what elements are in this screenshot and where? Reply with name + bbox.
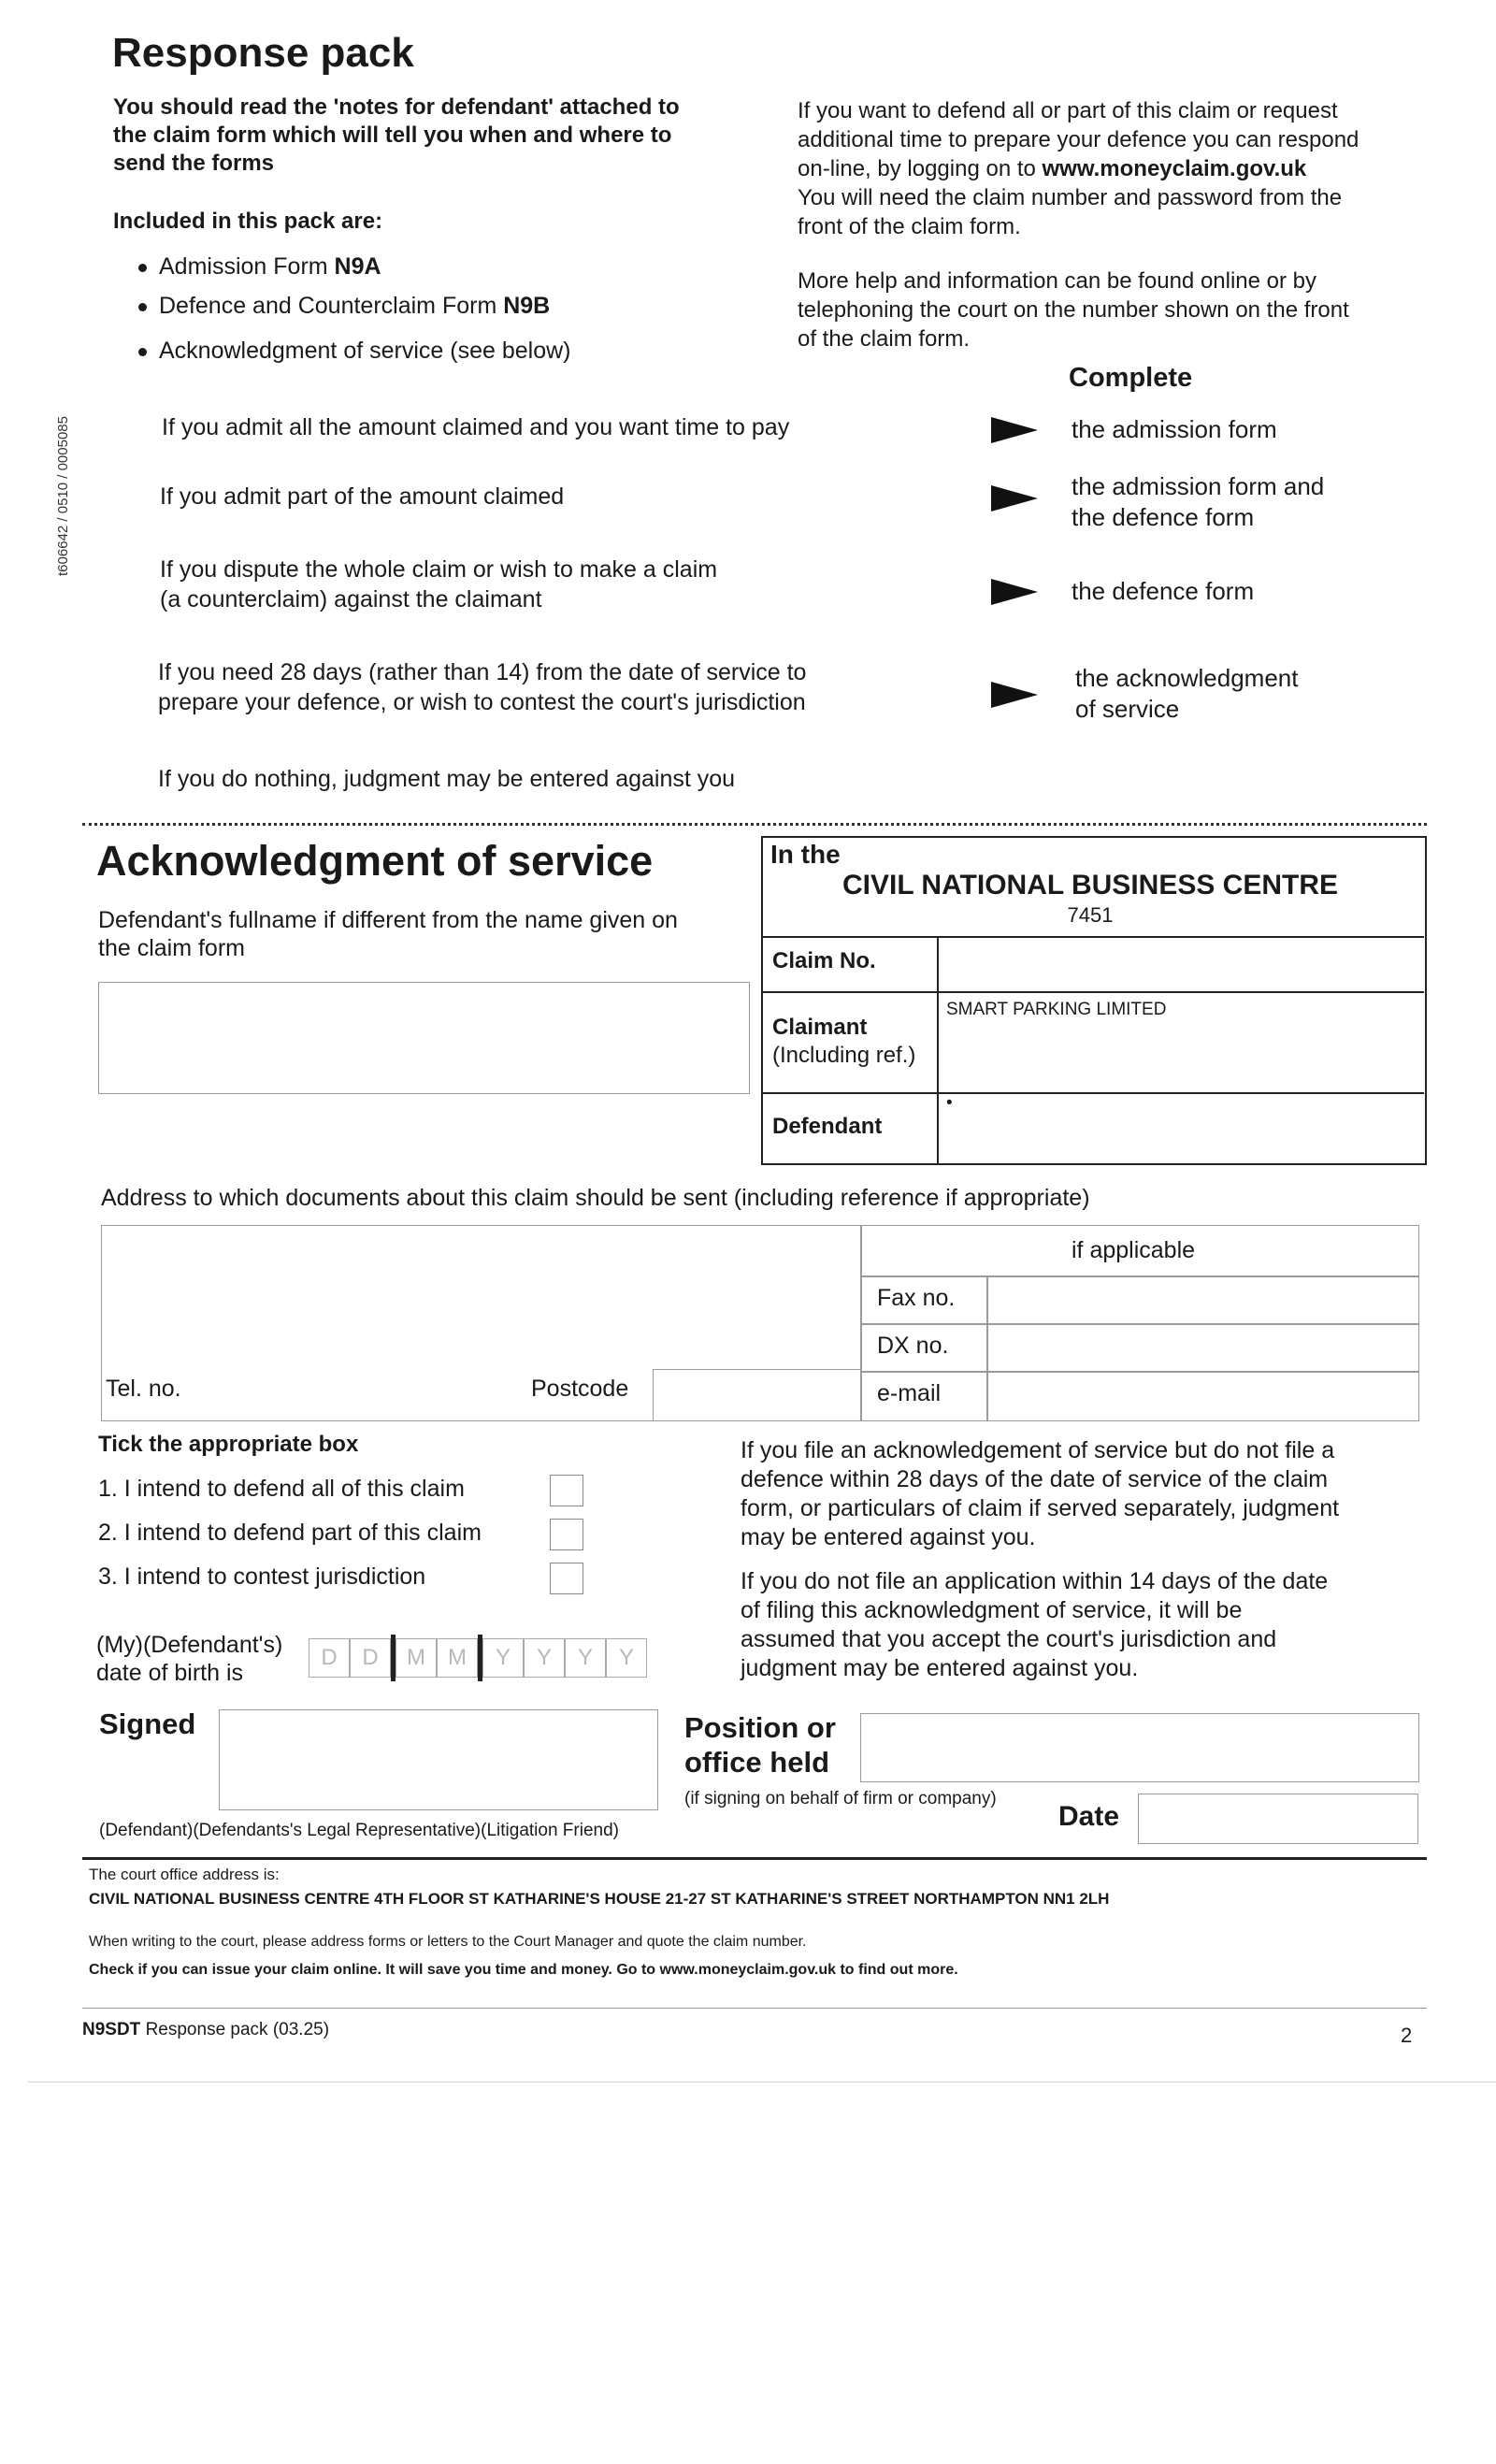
signer-roles: (Defendant)(Defendants's Legal Representative)(Litigation Friend) — [99, 1821, 619, 1840]
notes-line-3: send the forms — [113, 151, 275, 176]
court-address: CIVIL NATIONAL BUSINESS CENTRE 4TH FLOOR ST KATHARINE'S HOUSE 21-27 ST KATHARINE'S STREET NORTHAMPTON NN1 2LH — [89, 1890, 1110, 1908]
fax-field[interactable] — [989, 1277, 1417, 1322]
court-address-intro: The court office address is: — [89, 1866, 280, 1883]
court-name: CIVIL NATIONAL BUSINESS CENTRE — [842, 870, 1339, 901]
writing-note: When writing to the court, please address forms or letters to the Court Manager and quote the claim number. — [89, 1934, 807, 1950]
footer-divider — [82, 1857, 1427, 1860]
tick-option-label: 1. I intend to defend all of this claim — [98, 1476, 465, 1502]
dx-label: DX no. — [877, 1333, 949, 1359]
behalf-note: (if signing on behalf of firm or company) — [684, 1789, 997, 1808]
defendant-value: • — [946, 1093, 953, 1113]
in-the-label: In the — [770, 840, 841, 869]
position-field[interactable] — [860, 1713, 1419, 1782]
online-note: Check if you can issue your claim online. It will save you time and money. Go to www.moneyclaim.gov.uk to find out more. — [89, 1962, 958, 1978]
cut-line — [82, 823, 1427, 826]
fullname-field[interactable] — [98, 982, 750, 1094]
claimant-value: SMART PARKING LIMITED — [946, 1000, 1167, 1019]
form-code: N9SDT Response pack (03.25) — [82, 2020, 330, 2039]
dob-cell[interactable]: M — [437, 1638, 478, 1678]
tel-label: Tel. no. — [106, 1376, 181, 1402]
arrow-right-icon — [991, 417, 1038, 443]
arrow-right-icon — [991, 682, 1038, 708]
page-title: Response pack — [112, 30, 414, 76]
notes-line-2: the claim form which will tell you when and where to — [113, 122, 672, 148]
scenario-text: If you admit all the amount claimed and you want time to pay — [162, 414, 790, 440]
scenario-action: the defence form — [1072, 503, 1255, 531]
scenario-action: the acknowledgment — [1075, 664, 1299, 692]
dob-cell[interactable]: Y — [606, 1638, 647, 1678]
notes-line-1: You should read the 'notes for defendant' attached to — [113, 94, 680, 120]
arrow-right-icon — [991, 485, 1038, 512]
defendant-label: Defendant — [772, 1114, 883, 1139]
list-item: Acknowledgment of service (see below) — [159, 338, 571, 364]
postcode-label: Postcode — [531, 1376, 629, 1402]
if-applicable-label: if applicable — [1072, 1237, 1196, 1263]
date-label: Date — [1058, 1801, 1120, 1832]
dob-cell[interactable]: D — [350, 1638, 391, 1678]
dob-cell[interactable]: Y — [524, 1638, 565, 1678]
contest-jurisdiction-checkbox[interactable] — [550, 1563, 583, 1594]
bullet-icon — [138, 264, 147, 272]
page-number: 2 — [1401, 2024, 1413, 2047]
court-code: 7451 — [1067, 903, 1114, 927]
bullet-icon — [138, 303, 147, 311]
list-item: Admission Form N9A — [159, 253, 381, 280]
scenario-action: the admission form and — [1072, 472, 1325, 500]
address-label: Address to which documents about this claim should be sent (including reference if appropriate) — [101, 1185, 1090, 1211]
scenario-text: prepare your defence, or wish to contest the court's jurisdiction — [158, 689, 806, 715]
claimant-label: Claimant — [772, 1015, 868, 1040]
position-label: Position or — [684, 1711, 836, 1744]
defend-part-checkbox[interactable] — [550, 1519, 583, 1550]
signature-field[interactable] — [219, 1709, 658, 1810]
position-label-2: office held — [684, 1746, 830, 1779]
scenario-text: If you dispute the whole claim or wish to make a claim — [160, 556, 718, 583]
date-field[interactable] — [1138, 1794, 1418, 1844]
dob-cell[interactable]: M — [396, 1638, 437, 1678]
scenario-action: of service — [1075, 695, 1180, 723]
tick-heading: Tick the appropriate box — [98, 1432, 359, 1457]
fullname-label: Defendant's fullname if different from the name given on — [98, 907, 678, 933]
scenario-action: the defence form — [1072, 577, 1255, 605]
tick-option-label: 2. I intend to defend part of this claim — [98, 1520, 482, 1546]
ack-title: Acknowledgment of service — [96, 837, 654, 885]
included-heading: Included in this pack are: — [113, 209, 383, 234]
do-nothing-warning: If you do nothing, judgment may be entered against you — [158, 766, 736, 792]
dob-cell[interactable]: D — [309, 1638, 350, 1678]
defend-all-checkbox[interactable] — [550, 1475, 583, 1506]
claim-no-field[interactable] — [941, 939, 1423, 991]
signed-label: Signed — [99, 1708, 196, 1740]
side-reference: t606642 / 0510 / 0005085 — [55, 416, 71, 576]
claimant-ref-label: (Including ref.) — [772, 1043, 916, 1068]
fax-label: Fax no. — [877, 1285, 956, 1311]
scenario-action: the admission form — [1072, 415, 1277, 443]
dob-cell[interactable]: Y — [482, 1638, 524, 1678]
arrow-right-icon — [991, 579, 1038, 605]
moneyclaim-link[interactable]: www.moneyclaim.gov.uk — [1042, 156, 1307, 181]
fullname-label-2: the claim form — [98, 935, 245, 961]
scenario-text: If you admit part of the amount claimed — [160, 483, 565, 510]
scenario-text: (a counterclaim) against the claimant — [160, 586, 542, 612]
email-field[interactable] — [989, 1373, 1417, 1419]
bullet-icon — [138, 348, 147, 356]
dob-cell[interactable]: Y — [565, 1638, 606, 1678]
scenario-text: If you need 28 days (rather than 14) from the date of service to — [158, 659, 807, 685]
postcode-field[interactable] — [653, 1369, 860, 1421]
court-box — [761, 836, 1427, 1165]
claim-no-label: Claim No. — [772, 948, 876, 973]
complete-heading: Complete — [1069, 363, 1193, 393]
address-field[interactable] — [103, 1227, 860, 1367]
email-label: e-mail — [877, 1380, 942, 1406]
tick-option-label: 3. I intend to contest jurisdiction — [98, 1563, 426, 1590]
list-item: Defence and Counterclaim Form N9B — [159, 293, 551, 319]
dx-field[interactable] — [989, 1325, 1417, 1370]
dob-label-2: date of birth is — [96, 1660, 244, 1686]
dob-label: (My)(Defendant's) — [96, 1632, 283, 1658]
